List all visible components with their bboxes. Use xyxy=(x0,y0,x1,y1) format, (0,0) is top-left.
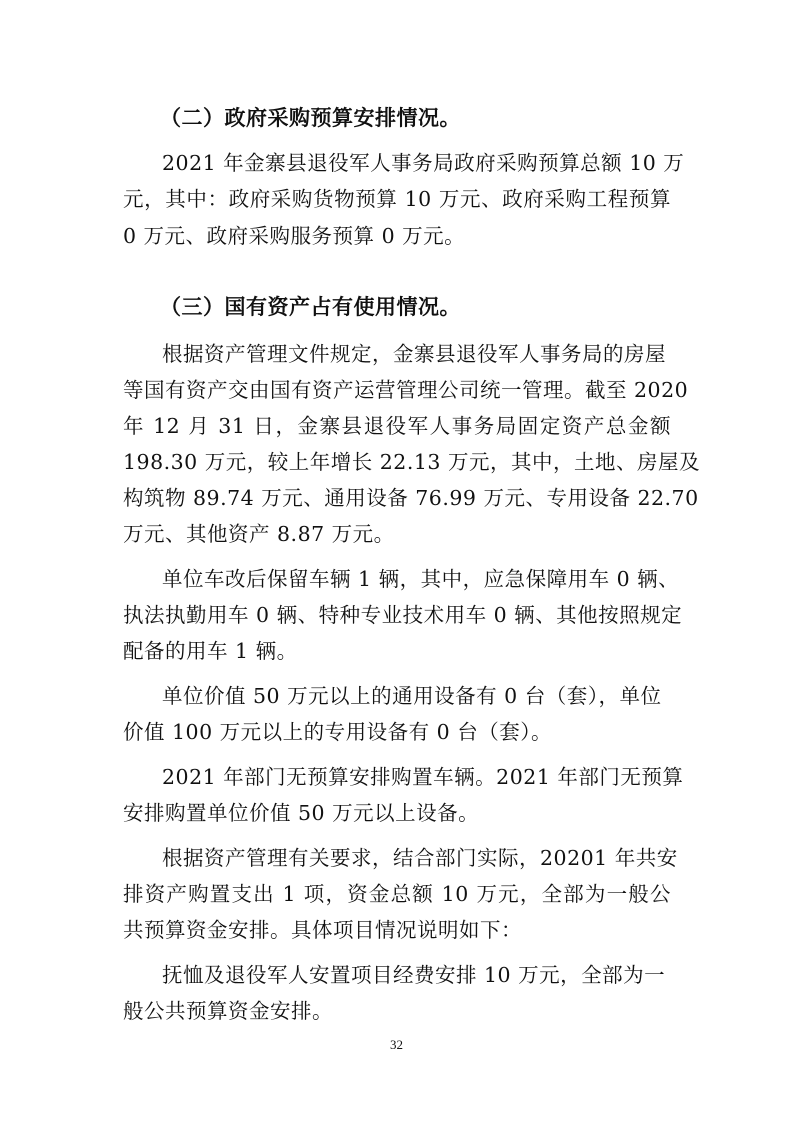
paragraph-line: 单位价值 50 万元以上的通用设备有 0 台（套），单位 xyxy=(162,684,662,708)
paragraph-line: 共预算资金安排。具体项目情况说明如下： xyxy=(123,918,522,942)
paragraph-line: 2021 年部门无预算安排购置车辆。2021 年部门无预算 xyxy=(162,765,684,789)
paragraph-line: 2021 年金寨县退役军人事务局政府采购预算总额 10 万 xyxy=(162,151,685,175)
paragraph-line: 万元、其他资产 8.87 万元。 xyxy=(123,522,395,546)
paragraph-line: 排资产购置支出 1 项，资金总额 10 万元，全部为一般公 xyxy=(123,882,671,906)
paragraph-line: 价值 100 万元以上的专用设备有 0 台（套）。 xyxy=(123,720,552,744)
paragraph-line: 安排购置单位价值 50 万元以上设备。 xyxy=(123,801,480,825)
paragraph-line: 单位车改后保留车辆 1 辆，其中，应急保障用车 0 辆、 xyxy=(162,567,680,591)
paragraph-line: 构筑物 89.74 万元、通用设备 76.99 万元、专用设备 22.70 xyxy=(123,486,699,510)
paragraph-line: 年 12 月 31 日，金寨县退役军人事务局固定资产总金额 xyxy=(123,414,671,438)
section-heading-procurement: （二）政府采购预算安排情况。 xyxy=(160,105,461,130)
paragraph-line: 根据资产管理文件规定，金寨县退役军人事务局的房屋 xyxy=(162,342,666,366)
paragraph-line: 执法执勤用车 0 辆、特种专业技术用车 0 辆、其他按照规定 xyxy=(123,603,683,627)
paragraph-line: 配备的用车 1 辆。 xyxy=(123,639,298,663)
section-heading-assets: （三）国有资产占有使用情况。 xyxy=(160,294,461,319)
page-number: 32 xyxy=(390,1037,403,1052)
paragraph-line: 198.30 万元，较上年增长 22.13 万元，其中，土地、房屋及 xyxy=(123,450,700,474)
paragraph-line: 元，其中：政府采购货物预算 10 万元、政府采购工程预算 xyxy=(123,187,671,211)
paragraph-line: 根据资产管理有关要求，结合部门实际，20201 年共安 xyxy=(162,846,678,870)
paragraph-line: 抚恤及退役军人安置项目经费安排 10 万元，全部为一 xyxy=(162,963,666,987)
paragraph-line: 般公共预算资金安排。 xyxy=(123,999,333,1023)
paragraph-line: 0 万元、政府采购服务预算 0 万元。 xyxy=(123,224,466,248)
paragraph-line: 等国有资产交由国有资产运营管理公司统一管理。截至 2020 xyxy=(123,378,689,402)
